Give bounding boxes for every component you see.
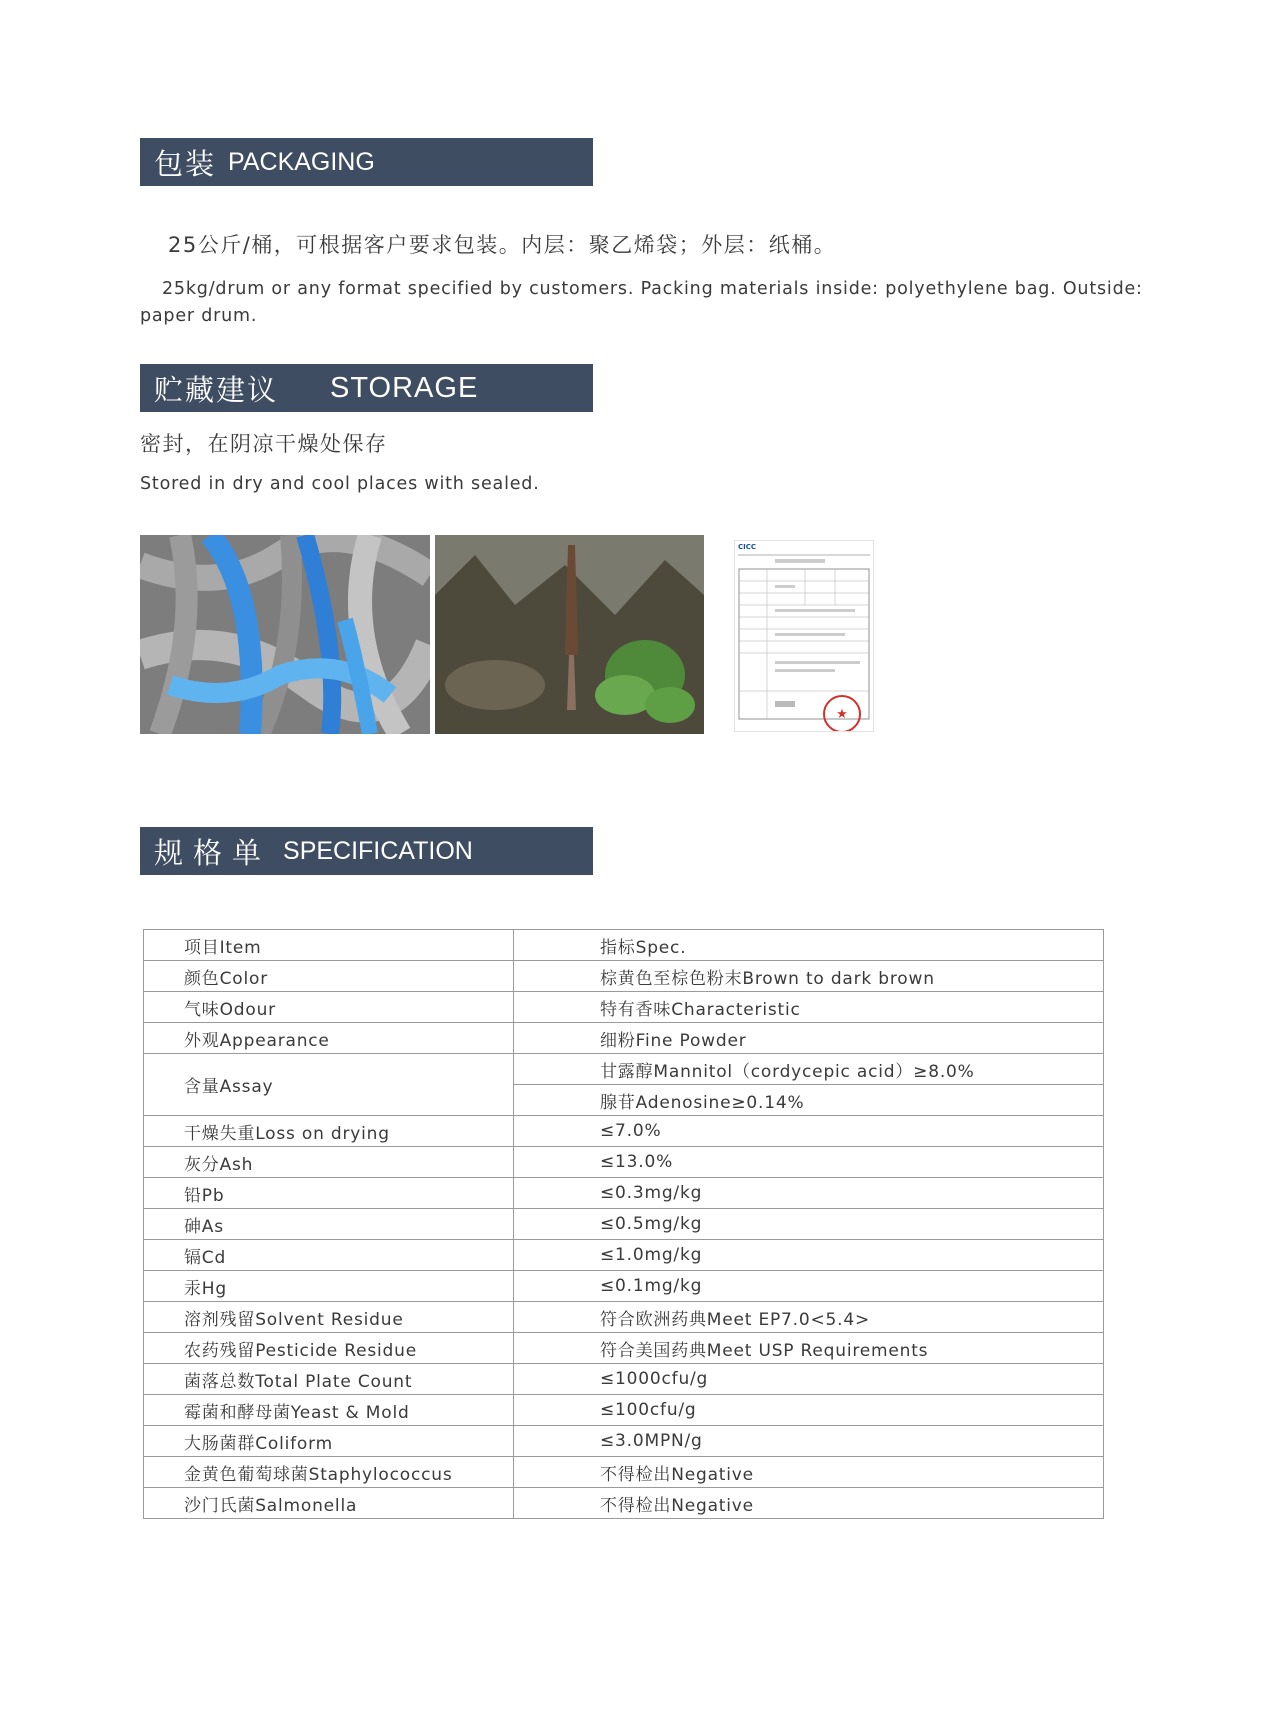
spec-value-cell: ≤0.1mg/kg [514, 1271, 1104, 1302]
table-row [144, 1147, 1104, 1178]
spec-item-cell: 农药残留Pesticide Residue [144, 1333, 514, 1364]
spec-item-cell: 颜色Color [144, 961, 514, 992]
table-row [144, 1395, 1104, 1426]
test-report-image [734, 540, 874, 732]
table-row [144, 1364, 1104, 1395]
table-row [144, 1240, 1104, 1271]
table-row [144, 1302, 1104, 1333]
spec-item-cell: 大肠菌群Coliform [144, 1426, 514, 1457]
table-row [144, 961, 1104, 992]
spec-item-cell: 灰分Ash [144, 1147, 514, 1178]
specification-table [143, 929, 1104, 1519]
spec-value-cell: 不得检出Negative [514, 1488, 1104, 1519]
table-row [144, 1457, 1104, 1488]
table-row [144, 1488, 1104, 1519]
spec-value-cell: ≤0.5mg/kg [514, 1209, 1104, 1240]
specification-title-en: SPECIFICATION [283, 836, 473, 865]
spec-item-cell: 项目Item [144, 930, 514, 961]
table-row [144, 1209, 1104, 1240]
spec-item-cell: 汞Hg [144, 1271, 514, 1302]
table-row [144, 1116, 1104, 1147]
table-row [144, 1023, 1104, 1054]
storage-text-cn: 密封，在阴凉干燥处保存 [140, 432, 388, 456]
spec-item-cell: 含量Assay [144, 1054, 514, 1116]
specification-table-body [144, 930, 1104, 1519]
spec-item-cell: 外观Appearance [144, 1023, 514, 1054]
table-header-row [144, 930, 1104, 961]
spec-value-cell: 特有香味Characteristic [514, 992, 1104, 1023]
spec-value-cell: ≤1.0mg/kg [514, 1240, 1104, 1271]
spec-value-cell: 细粉Fine Powder [514, 1023, 1104, 1054]
table-row [144, 1178, 1104, 1209]
spec-item-cell: 霉菌和酵母菌Yeast & Mold [144, 1395, 514, 1426]
spec-value-cell: 指标Spec. [514, 930, 1104, 961]
spec-item-cell: 菌落总数Total Plate Count [144, 1364, 514, 1395]
spec-value-cell: 甘露醇Mannitol（cordycepic acid）≥8.0% [514, 1054, 1104, 1085]
spec-value-cell: 符合美国药典Meet USP Requirements [514, 1333, 1104, 1364]
spec-value-cell: ≤100cfu/g [514, 1395, 1104, 1426]
spec-item-cell: 溶剂残留Solvent Residue [144, 1302, 514, 1333]
spec-item-cell: 气味Odour [144, 992, 514, 1023]
storage-title-cn: 贮藏建议 [154, 372, 279, 407]
report-logo: CICC [738, 543, 757, 551]
table-row [144, 1333, 1104, 1364]
packaging-title-cn: 包装 [154, 146, 217, 181]
red-seal-stamp: ★ [823, 695, 861, 732]
spec-value-cell: ≤1000cfu/g [514, 1364, 1104, 1395]
storage-title-en: STORAGE [330, 371, 479, 404]
packaging-title-en: PACKAGING [228, 147, 375, 176]
spec-item-cell: 镉Cd [144, 1240, 514, 1271]
table-row [144, 1271, 1104, 1302]
packaging-heading [140, 138, 593, 186]
spec-value-cell: ≤3.0MPN/g [514, 1426, 1104, 1457]
storage-heading [140, 364, 593, 412]
specification-heading [140, 827, 593, 875]
spec-value-cell: 棕黄色至棕色粉末Brown to dark brown [514, 961, 1104, 992]
spec-value-cell: 不得检出Negative [514, 1457, 1104, 1488]
spec-item-cell: 砷As [144, 1209, 514, 1240]
spec-item-cell: 沙门氏菌Salmonella [144, 1488, 514, 1519]
microscope-image [140, 535, 430, 734]
spec-value-cell: 腺苷Adenosine≥0.14% [514, 1085, 1104, 1116]
spec-item-cell: 铅Pb [144, 1178, 514, 1209]
spec-value-cell: ≤13.0% [514, 1147, 1104, 1178]
table-row [144, 992, 1104, 1023]
specification-title-cn: 规格单 [154, 835, 272, 870]
spec-value-cell: ≤0.3mg/kg [514, 1178, 1104, 1209]
packaging-text-cn: 25公斤/桶，可根据客户要求包装。内层：聚乙烯袋；外层：纸桶。 [168, 233, 837, 257]
table-row [144, 1054, 1104, 1085]
spec-value-cell: 符合欧洲药典Meet EP7.0<5.4> [514, 1302, 1104, 1333]
spec-item-cell: 干燥失重Loss on drying [144, 1116, 514, 1147]
spec-value-cell: ≤7.0% [514, 1116, 1104, 1147]
storage-text-en: Stored in dry and cool places with sealed. [140, 474, 540, 494]
cordyceps-photo [435, 535, 704, 734]
packaging-text-en: 25kg/drum or any format specified by customers. Packing materials inside: polyethylene bag. Outside: paper drum. [140, 279, 1143, 326]
spec-item-cell: 金黄色葡萄球菌Staphylococcus [144, 1457, 514, 1488]
table-row [144, 1426, 1104, 1457]
